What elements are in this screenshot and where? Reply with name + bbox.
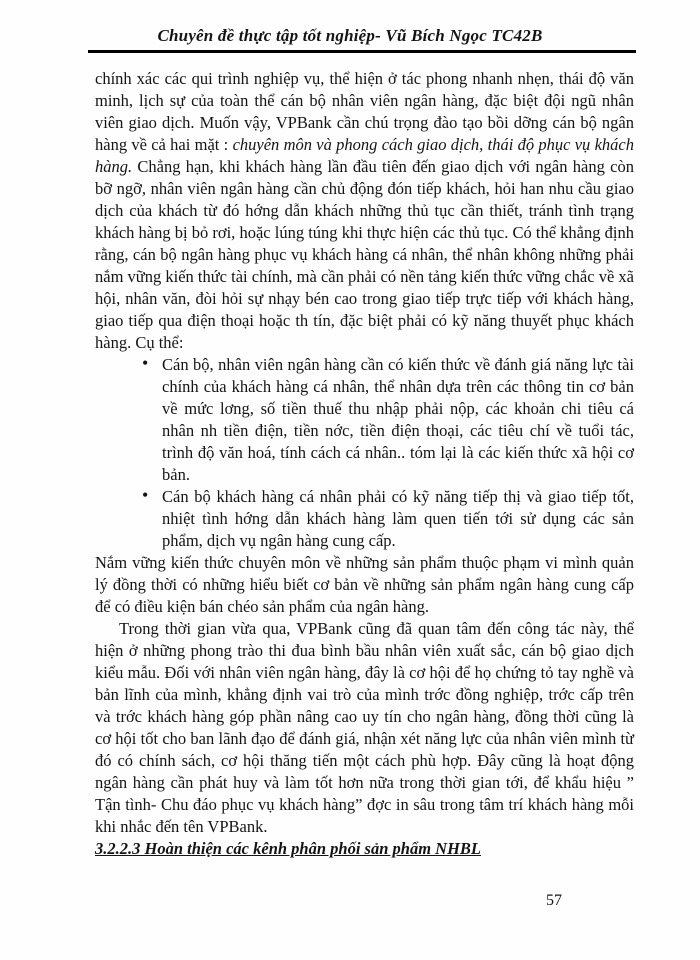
paragraph-3: Trong thời gian vừa qua, VPBank cũng đã quan tâm đến công tác này, thể hiện ở những phong trào thi đua bình bầu nhân viên xuất sắc, cán bộ giao dịch kiểu mẫu. Đối với nhân viên ngân hàng, đây là cơ hội để họ chứng tỏ tay nghề và bản lĩnh của mình, khẳng định vai trò của mình trớc đồng nghiệp, trớc cấp trên và trớc khách hàng góp phần nâng cao uy tín cho ngân hàng, đồng thời cũng là cơ hội tốt cho ban lãnh đạo để đánh giá, nhận xét năng lực của nhân viên mình từ đó có chính sách, cơ hội thăng tiến một cách phù hợp. Đây cũng là hoạt động ngân hàng cần phát huy và làm tốt hơn nữa trong thời gian tới, để khẩu hiệu ” Tận tình- Chu đáo phục vụ khách hàng” đợc in sâu trong tâm trí khách hàng mỗi khi nhắc đến tên VPBank. bbox=[95, 619, 634, 836]
page-header bbox=[0, 0, 700, 46]
section-heading-text: 3.2.2.3 Hoàn thiện các kênh phân phối sản phẩm NHBL bbox=[95, 839, 481, 858]
list-item bbox=[141, 354, 634, 486]
bullet-text: Cán bộ khách hàng cá nhân phải có kỹ năng tiếp thị và giao tiếp tốt, nhiệt tình hớng dẫn khách hàng làm quen tiến tới sử dụng các sản phẩm, dịch vụ ngân hàng cung cấp. bbox=[162, 487, 634, 550]
section-heading bbox=[95, 838, 634, 860]
paragraph-1 bbox=[95, 68, 634, 354]
paragraph-1-text-start: chính xác các qui trình nghiệp vụ, thể hiện ở tác phong nhanh nhẹn, thái độ văn minh, lịch sự của toàn thể cán bộ nhân viên ngân hàng, đặc biệt đội ngũ nhân viên giao dịch. Muốn vậy, VPBank cần chú trọng đào tạo bồi dỡng cán bộ ngân hàng về cả hai mặt : bbox=[95, 69, 634, 154]
bullet-icon: • bbox=[142, 353, 149, 373]
bullet-text: Cán bộ, nhân viên ngân hàng cần có kiến thức về đánh giá năng lực tài chính của khách hàng cá nhân, thể nhân dựa trên các thông tin cơ bản về mức lơng, số tiền thuế thu nhập phải nộp, các khoản chi tiêu cá nhân nh tiền điện, tiền nớc, tiền điện thoại, các tiêu chí về tuổi tác, trình độ văn hoá, tính cách cá nhân.. tóm lại là các kiến thức xã hội cơ bản. bbox=[162, 355, 634, 484]
paragraph-1-italic-phrase: chuyên môn và phong cách giao dịch, thái độ phục vụ khách hàng. bbox=[95, 135, 635, 176]
list-item bbox=[141, 486, 634, 552]
header-divider bbox=[88, 50, 636, 53]
bullet-icon: • bbox=[142, 485, 149, 505]
page-number: 57 bbox=[546, 892, 562, 909]
header-title: Chuyên đề thực tập tốt nghiệp- Vũ Bích Ngọc TC42B bbox=[157, 26, 543, 45]
document-body bbox=[95, 68, 634, 860]
paragraph-1-text-end: Chẳng hạn, khi khách hàng lần đầu tiên đến giao dịch với ngân hàng còn bỡ ngỡ, nhân viên ngân hàng cần chủ động đón tiếp khách, hỏi han nhu cầu giao dịch của khách từ đó hớng dẫn khách những thủ tục cần thiết, tránh tình trạng khách hàng bị bỏ rơi, hoặc lúng túng khi thực hiện các thủ tục. Có thể khẳng định rằng, cán bộ ngân hàng phục vụ khách hàng cá nhân, thể nhân không những phải nắm vững kiến thức tài chính, mà cần phải có nền tảng kiến thức vững chắc về xã hội, nhân văn, đòi hỏi sự nhạy bén cao trong giao tiếp trực tiếp với khách hàng, giao tiếp qua điện thoại hoặc th tín, đặc biệt phải có kỹ năng thuyết phục khách hàng. Cụ thể: bbox=[95, 157, 634, 352]
paragraph-2: Nắm vững kiến thức chuyên môn về những sản phẩm thuộc phạm vi mình quản lý đồng thời có những hiểu biết cơ bản về những sản phẩm ngân hàng cung cấp để có điều kiện bán chéo sản phẩm của ngân hàng. bbox=[95, 553, 634, 616]
bullet-list bbox=[95, 354, 634, 552]
